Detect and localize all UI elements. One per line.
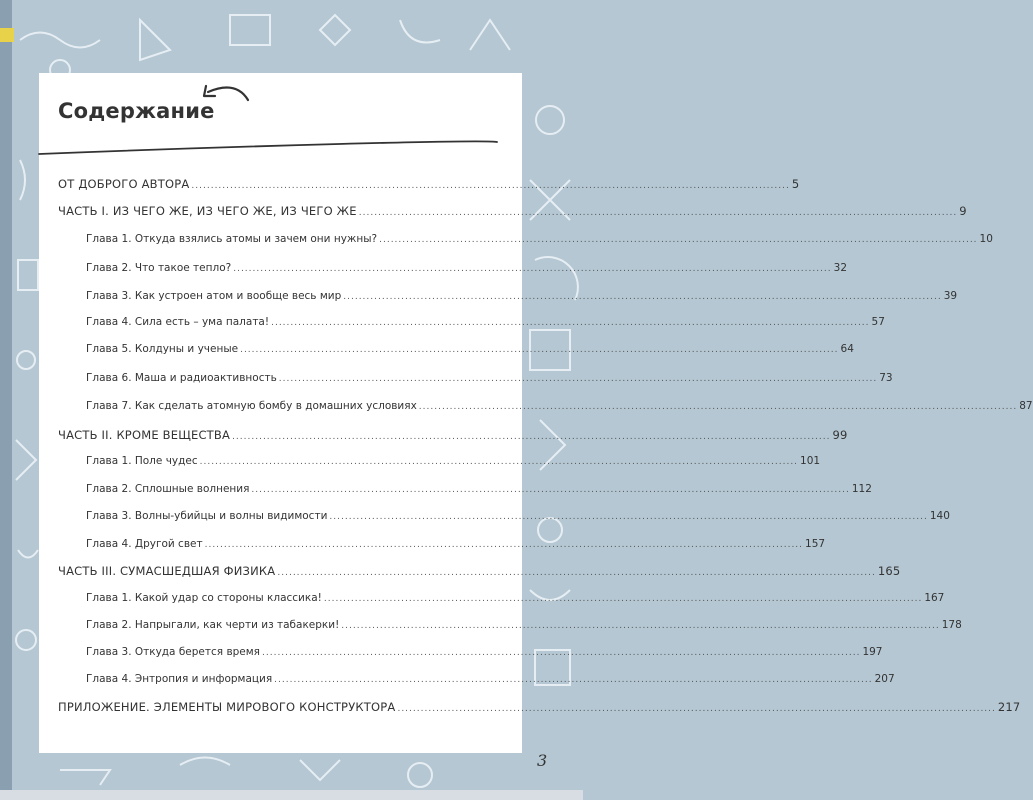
doodle-circle bbox=[408, 763, 432, 787]
toc-entry-page: 178 bbox=[941, 619, 962, 631]
toc-chapter-entry bbox=[86, 233, 993, 251]
doodle-circle bbox=[536, 106, 564, 134]
toc-part-entry bbox=[58, 204, 967, 222]
toc-entry-title: Глава 4. Энтропия и информация bbox=[86, 673, 273, 685]
toc-entry-title: Глава 3. Волны-убийцы и волны видимости bbox=[86, 510, 328, 522]
toc-entry-page: 5 bbox=[791, 177, 800, 191]
toc-entry-title: Глава 1. Откуда взялись атомы и зачем они нужны? bbox=[86, 233, 378, 245]
page-number: 3 bbox=[537, 751, 548, 770]
toc-dot-leader: ........................................................................................................................................................... bbox=[251, 485, 850, 495]
toc-dot-leader: ........................................................................................................................................................... bbox=[274, 675, 873, 685]
toc-entry-title: Глава 7. Как сделать атомную бомбу в домашних условиях bbox=[86, 400, 417, 412]
toc-chapter-entry bbox=[86, 619, 962, 637]
toc-dot-leader: ........................................................................................................................................................... bbox=[233, 264, 832, 274]
toc-entry-title: ЧАСТЬ III. СУМАСШЕДШАЯ ФИЗИКА bbox=[58, 564, 276, 578]
toc-chapter-entry bbox=[86, 343, 854, 361]
doodle-curve bbox=[20, 160, 25, 200]
toc-entry-title: Глава 3. Как устроен атом и вообще весь мир bbox=[86, 290, 342, 302]
toc-dot-leader: ........................................................................................................................................................... bbox=[329, 512, 928, 522]
doodle-curve bbox=[180, 758, 230, 766]
toc-dot-leader: ........................................................................................................................................................... bbox=[240, 345, 839, 355]
toc-entry-title: Глава 2. Напрыгали, как черти из табакерки! bbox=[86, 619, 340, 631]
doodle-chevron bbox=[300, 760, 340, 780]
toc-entry-page: 101 bbox=[800, 455, 821, 467]
toc-dot-leader: ........................................................................................................................................................... bbox=[232, 432, 831, 442]
toc-entry-page: 157 bbox=[805, 538, 826, 550]
toc-entry-title: Глава 2. Что такое тепло? bbox=[86, 262, 232, 274]
toc-entry-page: 87 bbox=[1019, 400, 1033, 412]
toc-entry-title: Глава 1. Поле чудес bbox=[86, 455, 198, 467]
toc-entry-title: ПРИЛОЖЕНИЕ. ЭЛЕМЕНТЫ МИРОВОГО КОНСТРУКТОРА bbox=[58, 700, 396, 714]
toc-part-entry bbox=[58, 177, 800, 195]
toc-entry-title: Глава 3. Откуда берется время bbox=[86, 646, 260, 658]
toc-entry-title: Глава 2. Сплошные волнения bbox=[86, 483, 250, 495]
toc-entry-page: 9 bbox=[959, 204, 967, 218]
toc-chapter-entry bbox=[86, 316, 885, 334]
curved-arrow-icon bbox=[196, 78, 256, 108]
toc-entry-title: Глава 1. Какой удар со стороны классика! bbox=[86, 592, 322, 604]
doodle-wave bbox=[18, 550, 38, 558]
toc-dot-leader: ........................................................................................................................................................... bbox=[262, 648, 861, 658]
toc-dot-leader: ........................................................................................................................................................... bbox=[343, 292, 942, 302]
toc-dot-leader: ........................................................................................................................................................... bbox=[341, 621, 940, 631]
toc-chapter-entry bbox=[86, 262, 848, 280]
doodle-chevron bbox=[16, 440, 36, 480]
toc-entry-page: 197 bbox=[862, 646, 883, 658]
toc-chapter-entry bbox=[86, 673, 895, 691]
toc-entry-page: 112 bbox=[851, 483, 872, 495]
toc-entry-title: ЧАСТЬ II. КРОМЕ ВЕЩЕСТВА bbox=[58, 428, 231, 442]
toc-dot-leader: ........................................................................................................................................................... bbox=[278, 374, 878, 384]
toc-chapter-entry bbox=[86, 592, 945, 610]
toc-dot-leader: ........................................................................................................................................................... bbox=[379, 235, 978, 245]
toc-entry-page: 165 bbox=[877, 564, 901, 578]
doodle-arrow bbox=[60, 770, 110, 785]
toc-entry-page: 140 bbox=[929, 510, 950, 522]
toc-entry-page: 39 bbox=[943, 290, 958, 302]
toc-chapter-entry bbox=[86, 372, 893, 390]
toc-entry-page: 32 bbox=[833, 262, 848, 274]
contents-heading: Содержание bbox=[58, 99, 215, 123]
toc-dot-leader: ........................................................................................................................................................... bbox=[397, 704, 996, 714]
toc-entry-title: Глава 5. Колдуны и ученые bbox=[86, 343, 239, 355]
toc-part-entry bbox=[58, 700, 1021, 718]
toc-part-entry bbox=[58, 564, 901, 582]
toc-entry-title: Глава 6. Маша и радиоактивность bbox=[86, 372, 277, 384]
toc-dot-leader: ........................................................................................................................................................... bbox=[323, 594, 923, 604]
doodle-peak bbox=[470, 20, 510, 50]
scan-bottom-edge bbox=[0, 790, 583, 800]
toc-dot-leader: ........................................................................................................................................................... bbox=[277, 568, 876, 578]
toc-entry-title: Глава 4. Сила есть – ума палата! bbox=[86, 316, 270, 328]
doodle-box bbox=[230, 15, 270, 45]
toc-entry-title: ОТ ДОБРОГО АВТОРА bbox=[58, 177, 190, 191]
doodle-circle bbox=[17, 351, 35, 369]
toc-dot-leader: ........................................................................................................................................................... bbox=[358, 208, 958, 218]
doodle-wave bbox=[20, 33, 100, 48]
toc-entry-title: ЧАСТЬ I. ИЗ ЧЕГО ЖЕ, ИЗ ЧЕГО ЖЕ, ИЗ ЧЕГО ЖЕ bbox=[58, 204, 357, 218]
toc-chapter-entry bbox=[86, 290, 958, 308]
doodle-curve bbox=[400, 20, 440, 43]
toc-entry-title: Глава 4. Другой свет bbox=[86, 538, 203, 550]
toc-chapter-entry bbox=[86, 400, 1033, 418]
toc-dot-leader: ........................................................................................................................................................... bbox=[191, 181, 790, 191]
toc-entry-page: 64 bbox=[840, 343, 854, 355]
toc-entry-page: 217 bbox=[997, 700, 1021, 714]
doodle-diamond bbox=[320, 15, 350, 45]
toc-chapter-entry bbox=[86, 510, 950, 528]
toc-entry-page: 167 bbox=[924, 592, 945, 604]
toc-dot-leader: ........................................................................................................................................................... bbox=[199, 457, 799, 467]
heading-underline bbox=[39, 138, 499, 158]
toc-chapter-entry bbox=[86, 538, 826, 556]
toc-chapter-entry bbox=[86, 646, 883, 664]
toc-entry-page: 57 bbox=[871, 316, 885, 328]
toc-entry-page: 10 bbox=[979, 233, 993, 245]
toc-dot-leader: ........................................................................................................................................................... bbox=[271, 318, 870, 328]
toc-chapter-entry bbox=[86, 455, 821, 473]
toc-part-entry bbox=[58, 428, 848, 446]
toc-chapter-entry bbox=[86, 483, 872, 501]
doodle-triangle bbox=[140, 20, 170, 60]
toc-entry-page: 73 bbox=[879, 372, 893, 384]
toc-dot-leader: ........................................................................................................................................................... bbox=[418, 402, 1018, 412]
toc-entry-page: 99 bbox=[832, 428, 848, 442]
doodle-circle bbox=[16, 630, 36, 650]
toc-entry-page: 207 bbox=[874, 673, 895, 685]
toc-dot-leader: ........................................................................................................................................................... bbox=[204, 540, 804, 550]
doodle-box bbox=[18, 260, 38, 290]
